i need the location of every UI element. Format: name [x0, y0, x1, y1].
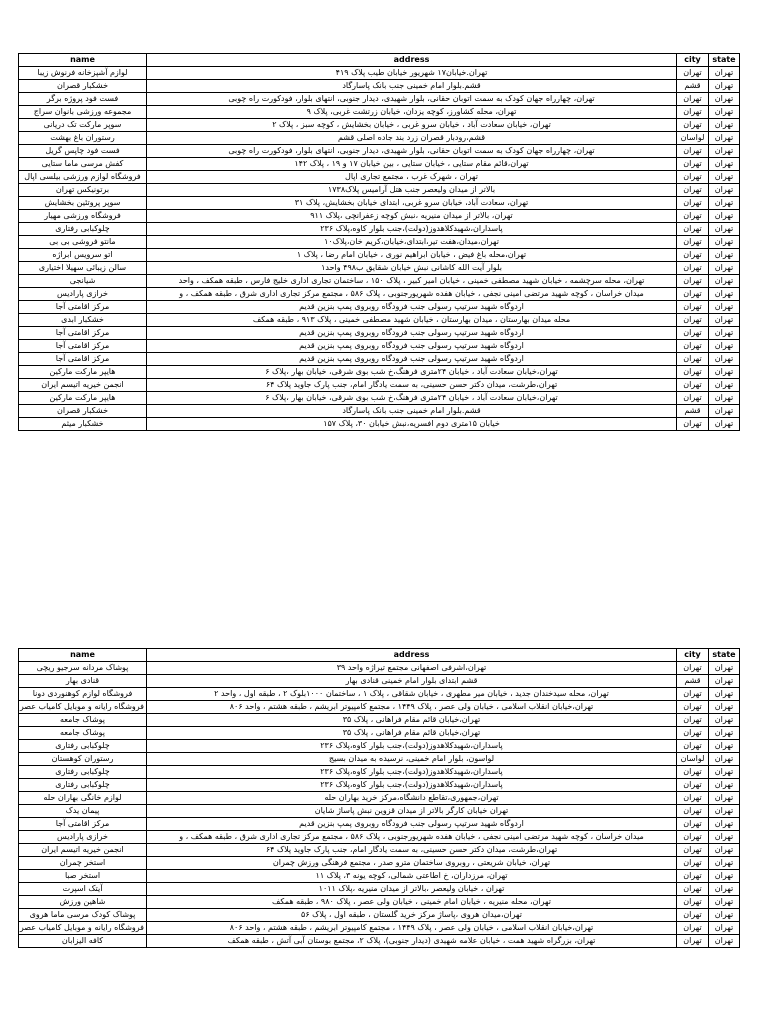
table-row — [19, 379, 740, 392]
cell-state: تهران — [709, 184, 740, 197]
cell-city: تهران — [677, 792, 709, 805]
table-row — [19, 353, 740, 366]
cell-address: تهران،خیابان سعادت آباد ، خیابان ۲۴متری فرهنگ،خ شب بوی شرقی، خیابان بهار ،پلاک ۶ — [147, 392, 677, 405]
table-row — [19, 883, 740, 896]
cell-city: تهران — [677, 870, 709, 883]
cell-city: تهران — [677, 688, 709, 701]
header-name: name — [19, 649, 147, 662]
cell-address: تهران، محله کشاورز، کوچه یزدان، خیابان زرتشت غربی، پلاک ۹ — [147, 106, 677, 119]
table-row — [19, 288, 740, 301]
cell-city: تهران — [677, 766, 709, 779]
cell-address: تهران،خیابان انقلاب اسلامی ، خیابان ولی عصر ، پلاک ۱۴۴۹ ، مجتمع کامپیوتر ابریشم ، طبقه هشتم ، واحد ۸۰۶ — [147, 922, 677, 935]
cell-address: تهران، خیابان سعادت آباد ، خیابان سرو غربی ، خیابان بخشایش ، کوچه سبز ، پلاک ۲ — [147, 119, 677, 132]
cell-address: پاسداران،شهیدکلاهدوز(دولت)،جنب بلوار کاوه،پلاک ۲۳۶ — [147, 766, 677, 779]
table-row — [19, 405, 740, 418]
cell-state: تهران — [709, 675, 740, 688]
cell-state: تهران — [709, 870, 740, 883]
cell-city: تهران — [677, 262, 709, 275]
cell-address: اردوگاه شهید سرتیپ رسولی جنب فرودگاه روبروی پمپ بنزین قدیم — [147, 301, 677, 314]
cell-state: تهران — [709, 766, 740, 779]
cell-state: تهران — [709, 857, 740, 870]
table-row — [19, 922, 740, 935]
cell-state: تهران — [709, 275, 740, 288]
cell-address: تهران، محله سرچشمه ، خیابان شهید مصطفی خمینی ، خیابان امیر کبیر ، پلاک ۱۵۰ ، ساختمان تجاری اداری خلیج فارس ، طبقه همکف ، واحد — [147, 275, 677, 288]
cell-name: چلوکبابی رفتاری — [19, 223, 147, 236]
cell-name: خشکبار ابدی — [19, 314, 147, 327]
cell-name: انجمن خیریه اتیسم ایران — [19, 379, 147, 392]
cell-name: خشکبار قصران — [19, 405, 147, 418]
cell-address: اردوگاه شهید سرتیپ رسولی جنب فرودگاه روبروی پمپ بنزین قدیم — [147, 340, 677, 353]
cell-name: قنادی بهار — [19, 675, 147, 688]
table-row — [19, 301, 740, 314]
cell-name: پیمان یدک — [19, 805, 147, 818]
cell-state: تهران — [709, 262, 740, 275]
cell-city: تهران — [677, 935, 709, 948]
cell-name: سوپر پروتئین بخشایش — [19, 197, 147, 210]
table-row — [19, 158, 740, 171]
table-row — [19, 327, 740, 340]
cell-name: استخر صبا — [19, 870, 147, 883]
table-row — [19, 844, 740, 857]
cell-address: تهران،خیابان سعادت آباد ، خیابان ۲۴متری فرهنگ،خ شب بوی شرقی، خیابان بهار ،پلاک ۶ — [147, 366, 677, 379]
cell-address: تهران ، شهرک غرب ، مجتمع تجاری اپال — [147, 171, 677, 184]
header-address: address — [147, 54, 677, 67]
cell-state: تهران — [709, 249, 740, 262]
cell-name: سالن زیبائی سهیلا اختیاری — [19, 262, 147, 275]
cell-city: تهران — [677, 714, 709, 727]
cell-city: قشم — [677, 405, 709, 418]
cell-address: میدان خراسان ، کوچه شهید مرتضی امینی نجفی ، خیابان هفده شهریورجنوبی ، پلاک ۵۸۶ ، مجتمع مرکز تجاری اداری شرق ، طبقه همکف ، و — [147, 288, 677, 301]
cell-city: تهران — [677, 340, 709, 353]
table-row — [19, 145, 740, 158]
cell-address: محله میدان بهارستان ، میدان بهارستان ، خیابان شهید مصطفی خمینی ، پلاک ۹۱۳ ، طبقه همکف — [147, 314, 677, 327]
cell-name: اتو سرویس ابراژه — [19, 249, 147, 262]
cell-city: تهران — [677, 379, 709, 392]
cell-name: مرکز اقامتی آجا — [19, 327, 147, 340]
stores-table-2 — [18, 648, 740, 948]
cell-state: تهران — [709, 210, 740, 223]
cell-city: تهران — [677, 662, 709, 675]
cell-address: بلوار آیت الله کاشانی نبش خیابان شقایق ب۴۹۸ واحد۱ — [147, 262, 677, 275]
cell-state: تهران — [709, 366, 740, 379]
cell-state: تهران — [709, 223, 740, 236]
cell-address: تهران،خیابان قائم مقام فراهانی ، پلاک ۳۵ — [147, 727, 677, 740]
cell-address: تهران، مرزداران، خ اطاعتی شمالی، کوچه یونه ۳، پلاک ۱۱ — [147, 870, 677, 883]
cell-state: تهران — [709, 106, 740, 119]
cell-name: چلوکبابی رفتاری — [19, 766, 147, 779]
table-row — [19, 210, 740, 223]
cell-address: تهران ، خیابان ولیعصر ،بالاتر از میدان منیریه ،پلاک ۱۰۱۱ — [147, 883, 677, 896]
cell-address: تهران،طرشت، میدان دکتر حسن حسینی، به سمت یادگار امام، جنب پارک جاوید پلاک ۶۴ — [147, 844, 677, 857]
table-row — [19, 80, 740, 93]
cell-city: تهران — [677, 223, 709, 236]
cell-address: تهران، چهارراه جهان کودک به سمت اتوبان حقانی، بلوار شهیدی، دیدار جنوبی، انتهای بلوار، فودکورت راه چوبی — [147, 93, 677, 106]
cell-city: تهران — [677, 275, 709, 288]
cell-address: قشم،رودبار قصران زرد بند جاده اصلی قشم — [147, 132, 677, 145]
stores-table-1 — [18, 53, 740, 431]
table-row — [19, 701, 740, 714]
cell-state: تهران — [709, 714, 740, 727]
cell-address: تهران،خیابان قائم مقام فراهانی ، پلاک ۳۵ — [147, 714, 677, 727]
cell-state: تهران — [709, 80, 740, 93]
cell-address: تهران، خیابان شریعتی ، روبروی ساختمان مترو صدر ، مجتمع فرهنگی ورزش چمران — [147, 857, 677, 870]
cell-state: تهران — [709, 844, 740, 857]
cell-state: تهران — [709, 701, 740, 714]
cell-address: تهران خیابان کارگر بالاتر از میدان قزوین نبش پاساژ شایان — [147, 805, 677, 818]
cell-state: تهران — [709, 327, 740, 340]
cell-name: خرازی پارادیس — [19, 831, 147, 844]
cell-city: تهران — [677, 288, 709, 301]
cell-name: فست فود پروژه برگر — [19, 93, 147, 106]
cell-address: تهران،اشرفی اصفهانی مجتمع تیراژه واحد ۳۹ — [147, 662, 677, 675]
header-state: state — [709, 649, 740, 662]
cell-address: قشم.بلوار امام خمینی جنب بانک پاسارگاد — [147, 405, 677, 418]
cell-name: برتونیکس تهران — [19, 184, 147, 197]
cell-name: آیتک اسپرت — [19, 883, 147, 896]
cell-city: لواسان — [677, 753, 709, 766]
cell-city: تهران — [677, 327, 709, 340]
table-row — [19, 314, 740, 327]
table-row — [19, 935, 740, 948]
cell-name: لوازم آشپزخانه فرنوش زیبا — [19, 67, 147, 80]
cell-address: تهران، سعادت آباد، خیابان سرو غربی، ابتدای خیابان بخشایش، پلاک ۳۱ — [147, 197, 677, 210]
cell-name: فست فود چاپس گریل — [19, 145, 147, 158]
cell-name: پوشاک جامعه — [19, 714, 147, 727]
cell-state: تهران — [709, 145, 740, 158]
cell-name: مرکز اقامتی آجا — [19, 353, 147, 366]
table-row — [19, 779, 740, 792]
cell-city: تهران — [677, 366, 709, 379]
cell-address: تهران،میدان،هفت تیر،ابتدای،خیابان،کریم خان،پلاک۱۰ — [147, 236, 677, 249]
cell-address: تهران، محله سیدخندان جدید ، خیابان میر مطهری ، خیابان شقاقی ، پلاک ۱ ، ساختمان ۱۰۰۰بلوک ۲ ، طبقه اول ، واحد ۲ — [147, 688, 677, 701]
table-row — [19, 236, 740, 249]
cell-state: تهران — [709, 779, 740, 792]
cell-address: اردوگاه شهید سرتیپ رسولی جنب فرودگاه روبروی پمپ بنزین قدیم — [147, 353, 677, 366]
table-row — [19, 275, 740, 288]
cell-state: تهران — [709, 67, 740, 80]
cell-city: قشم — [677, 675, 709, 688]
table-row — [19, 223, 740, 236]
cell-state: تهران — [709, 883, 740, 896]
cell-city: تهران — [677, 197, 709, 210]
cell-name: فروشگاه ورزشی مهیار — [19, 210, 147, 223]
header-row — [19, 649, 740, 662]
cell-address: تهران، چهارراه جهان کودک به سمت اتوبان حقانی، بلوار شهیدی، دیدار جنوبی، انتهای بلوار، فودکورت راه چوبی — [147, 145, 677, 158]
table-row — [19, 896, 740, 909]
cell-address: بالاتر از میدان ولیعصر جنب هتل آرامیس پلاک۱۷۳۸ — [147, 184, 677, 197]
cell-state: تهران — [709, 353, 740, 366]
cell-state: تهران — [709, 314, 740, 327]
cell-state: تهران — [709, 896, 740, 909]
cell-state: تهران — [709, 405, 740, 418]
cell-name: خشکبار میثم — [19, 418, 147, 431]
table-row — [19, 67, 740, 80]
table-row — [19, 340, 740, 353]
cell-name: استخر چمران — [19, 857, 147, 870]
cell-state: تهران — [709, 753, 740, 766]
cell-name: پوشاک مردانه سرجیو ریچی — [19, 662, 147, 675]
cell-state: تهران — [709, 818, 740, 831]
cell-name: مجموعه ورزشی بانوان سراج — [19, 106, 147, 119]
cell-city: تهران — [677, 249, 709, 262]
cell-city: تهران — [677, 171, 709, 184]
table-row — [19, 662, 740, 675]
cell-name: خرازی پارادیس — [19, 288, 147, 301]
cell-address: خیابان ۱۵متری دوم افسریه،نبش خیابان ۳۰، پلاک ۱۵۷ — [147, 418, 677, 431]
cell-city: تهران — [677, 418, 709, 431]
cell-city: تهران — [677, 210, 709, 223]
cell-state: تهران — [709, 792, 740, 805]
cell-name: کفش مرسی ماما ستایی — [19, 158, 147, 171]
table-row — [19, 675, 740, 688]
header-city: city — [677, 649, 709, 662]
cell-city: تهران — [677, 831, 709, 844]
cell-address: تهران.خیابان۱۷ شهریور خیابان طیب پلاک ۴۱۹ — [147, 67, 677, 80]
cell-name: پوشاک کودک مرسی ماما هروی — [19, 909, 147, 922]
cell-state: تهران — [709, 119, 740, 132]
table-row — [19, 792, 740, 805]
cell-city: تهران — [677, 701, 709, 714]
table-row — [19, 197, 740, 210]
table-row — [19, 857, 740, 870]
cell-city: تهران — [677, 67, 709, 80]
cell-state: تهران — [709, 418, 740, 431]
cell-name: سوپر مارکت تک دریانی — [19, 119, 147, 132]
cell-city: تهران — [677, 184, 709, 197]
cell-name: مرکز اقامتی آجا — [19, 301, 147, 314]
cell-city: تهران — [677, 896, 709, 909]
cell-name: چلوکبابی رفتاری — [19, 779, 147, 792]
cell-state: تهران — [709, 93, 740, 106]
cell-state: تهران — [709, 831, 740, 844]
header-state: state — [709, 54, 740, 67]
cell-state: تهران — [709, 236, 740, 249]
cell-address: پاسداران،شهیدکلاهدوز(دولت)،جنب بلوار کاوه،پلاک ۲۳۶ — [147, 779, 677, 792]
cell-state: تهران — [709, 340, 740, 353]
cell-address: تهران،جمهوری،تقاطع دانشگاه،مرکز خرید بهاران حله — [147, 792, 677, 805]
cell-state: تهران — [709, 688, 740, 701]
cell-name: مرکز اقامتی آجا — [19, 340, 147, 353]
table-row — [19, 740, 740, 753]
cell-state: تهران — [709, 392, 740, 405]
table-row — [19, 392, 740, 405]
table-row — [19, 766, 740, 779]
cell-city: تهران — [677, 236, 709, 249]
cell-name: شیانجی — [19, 275, 147, 288]
table-row — [19, 366, 740, 379]
cell-address: اردوگاه شهید سرتیپ رسولی جنب فرودگاه روبروی پمپ بنزین قدیم — [147, 327, 677, 340]
table-row — [19, 171, 740, 184]
cell-address: تهران،قائم مقام ستایی ، خیابان ستایی ، بین خیابان ۱۷ و ۱۹ ، پلاک ۱۴۲ — [147, 158, 677, 171]
cell-address: پاسداران،شهیدکلاهدوز(دولت)،جنب بلوار کاوه،پلاک ۲۳۶ — [147, 740, 677, 753]
header-name: name — [19, 54, 147, 67]
cell-name: هایپر مارکت مارکین — [19, 392, 147, 405]
table-row — [19, 106, 740, 119]
cell-city: تهران — [677, 922, 709, 935]
cell-state: تهران — [709, 171, 740, 184]
cell-address: تهران،طرشت، میدان دکتر حسن حسینی، به سمت یادگار امام، جنب پارک جاوید پلاک ۶۴ — [147, 379, 677, 392]
cell-name: خشکبار قصران — [19, 80, 147, 93]
cell-city: تهران — [677, 740, 709, 753]
header-city: city — [677, 54, 709, 67]
table-row — [19, 688, 740, 701]
cell-state: تهران — [709, 132, 740, 145]
cell-address: تهران، بالاتر از میدان منیریه ،نبش کوچه زعفرانچی ،پلاک ۹۱۱ — [147, 210, 677, 223]
cell-address: تهران، محله منیریه ، خیابان امام خمینی ، خیابان ولی عصر ، پلاک ۹۸۰ ، طبقه همکف — [147, 896, 677, 909]
cell-name: چلوکبابی رفتاری — [19, 740, 147, 753]
cell-city: تهران — [677, 145, 709, 158]
cell-name: رستوران کوهستان — [19, 753, 147, 766]
cell-address: تهران،میدان هروی ،پاساژ مرکز خرید گلستان ، طبقه اول ، پلاک ۵۶ — [147, 909, 677, 922]
table-row — [19, 909, 740, 922]
table-row — [19, 132, 740, 145]
cell-city: تهران — [677, 93, 709, 106]
cell-address: قشم.بلوار امام خمینی جنب بانک پاسارگاد — [147, 80, 677, 93]
cell-city: قشم — [677, 80, 709, 93]
cell-city: تهران — [677, 106, 709, 119]
cell-state: تهران — [709, 662, 740, 675]
cell-address: تهران، بزرگراه شهید همت ، خیابان علامه شهیدی (دیدار جنوبی)، پلاک ۲، مجتمع بوستان آبی آتش ، طبقه همکف — [147, 935, 677, 948]
cell-city: تهران — [677, 909, 709, 922]
table-row — [19, 805, 740, 818]
table-row — [19, 818, 740, 831]
cell-address: قشم ابتدای بلوار امام خمینی قنادی بهار — [147, 675, 677, 688]
cell-name: مانتو فروشی بی بی — [19, 236, 147, 249]
cell-city: تهران — [677, 314, 709, 327]
table-row — [19, 870, 740, 883]
cell-address: پاسداران،شهیدکلاهدوز(دولت)،جنب بلوار کاوه،پلاک ۲۳۶ — [147, 223, 677, 236]
cell-name: انجمن خیریه اتیسم ایران — [19, 844, 147, 857]
table-row — [19, 831, 740, 844]
cell-address: تهران،خیابان انقلاب اسلامی ، خیابان ولی عصر ، پلاک ۱۴۴۹ ، مجتمع کامپیوتر ابریشم ، طبقه هشتم ، واحد ۸۰۶ — [147, 701, 677, 714]
cell-state: تهران — [709, 197, 740, 210]
header-row — [19, 54, 740, 67]
cell-city: تهران — [677, 857, 709, 870]
table-row — [19, 119, 740, 132]
cell-city: تهران — [677, 883, 709, 896]
table-row — [19, 249, 740, 262]
cell-city: تهران — [677, 805, 709, 818]
table-row — [19, 753, 740, 766]
cell-city: تهران — [677, 727, 709, 740]
cell-city: تهران — [677, 392, 709, 405]
cell-name: کافه الیزابان — [19, 935, 147, 948]
cell-state: تهران — [709, 727, 740, 740]
table-row — [19, 93, 740, 106]
table-row — [19, 418, 740, 431]
cell-city: تهران — [677, 844, 709, 857]
table-row — [19, 727, 740, 740]
cell-name: مرکز اقامتی آجا — [19, 818, 147, 831]
cell-address: اردوگاه شهید سرتیپ رسولی جنب فرودگاه روبروی پمپ بنزین قدیم — [147, 818, 677, 831]
cell-name: فروشگاه لوازم ورزشی بیلسی اپال — [19, 171, 147, 184]
cell-city: تهران — [677, 779, 709, 792]
cell-city: تهران — [677, 119, 709, 132]
cell-city: لواسان — [677, 132, 709, 145]
cell-state: تهران — [709, 288, 740, 301]
cell-state: تهران — [709, 935, 740, 948]
cell-state: تهران — [709, 805, 740, 818]
cell-city: تهران — [677, 158, 709, 171]
cell-name: پوشاک جامعه — [19, 727, 147, 740]
cell-name: فروشگاه رایانه و موبایل کامیاب عصر — [19, 701, 147, 714]
cell-address: میدان خراسان ، کوچه شهید مرتضی امینی نجفی ، خیابان هفده شهریورجنوبی ، پلاک ۵۸۶ ، مجتمع مرکز تجاری اداری شرق ، طبقه همکف ، و — [147, 831, 677, 844]
cell-city: تهران — [677, 301, 709, 314]
table-row — [19, 714, 740, 727]
header-address: address — [147, 649, 677, 662]
cell-state: تهران — [709, 909, 740, 922]
table-row — [19, 184, 740, 197]
cell-state: تهران — [709, 301, 740, 314]
cell-city: تهران — [677, 353, 709, 366]
cell-name: لوازم خانگی بهاران حله — [19, 792, 147, 805]
table-row — [19, 262, 740, 275]
cell-city: تهران — [677, 818, 709, 831]
cell-name: شاهین ورزش — [19, 896, 147, 909]
cell-name: هایپر مارکت مارکین — [19, 366, 147, 379]
cell-name: فروشگاه رایانه و موبایل کامیاب عصر — [19, 922, 147, 935]
cell-address: لواسون، بلوار امام خمینی، نرسیده به میدان بسیج — [147, 753, 677, 766]
cell-state: تهران — [709, 740, 740, 753]
cell-state: تهران — [709, 922, 740, 935]
cell-state: تهران — [709, 379, 740, 392]
cell-address: تهران،محله باغ فیض ، خیابان ابراهیم نوری ، خیابان امام رضا ، پلاک ۱ — [147, 249, 677, 262]
cell-name: رستوران باغ بهشت — [19, 132, 147, 145]
cell-state: تهران — [709, 158, 740, 171]
cell-name: فروشگاه لوازم کوهنوردی دونا — [19, 688, 147, 701]
